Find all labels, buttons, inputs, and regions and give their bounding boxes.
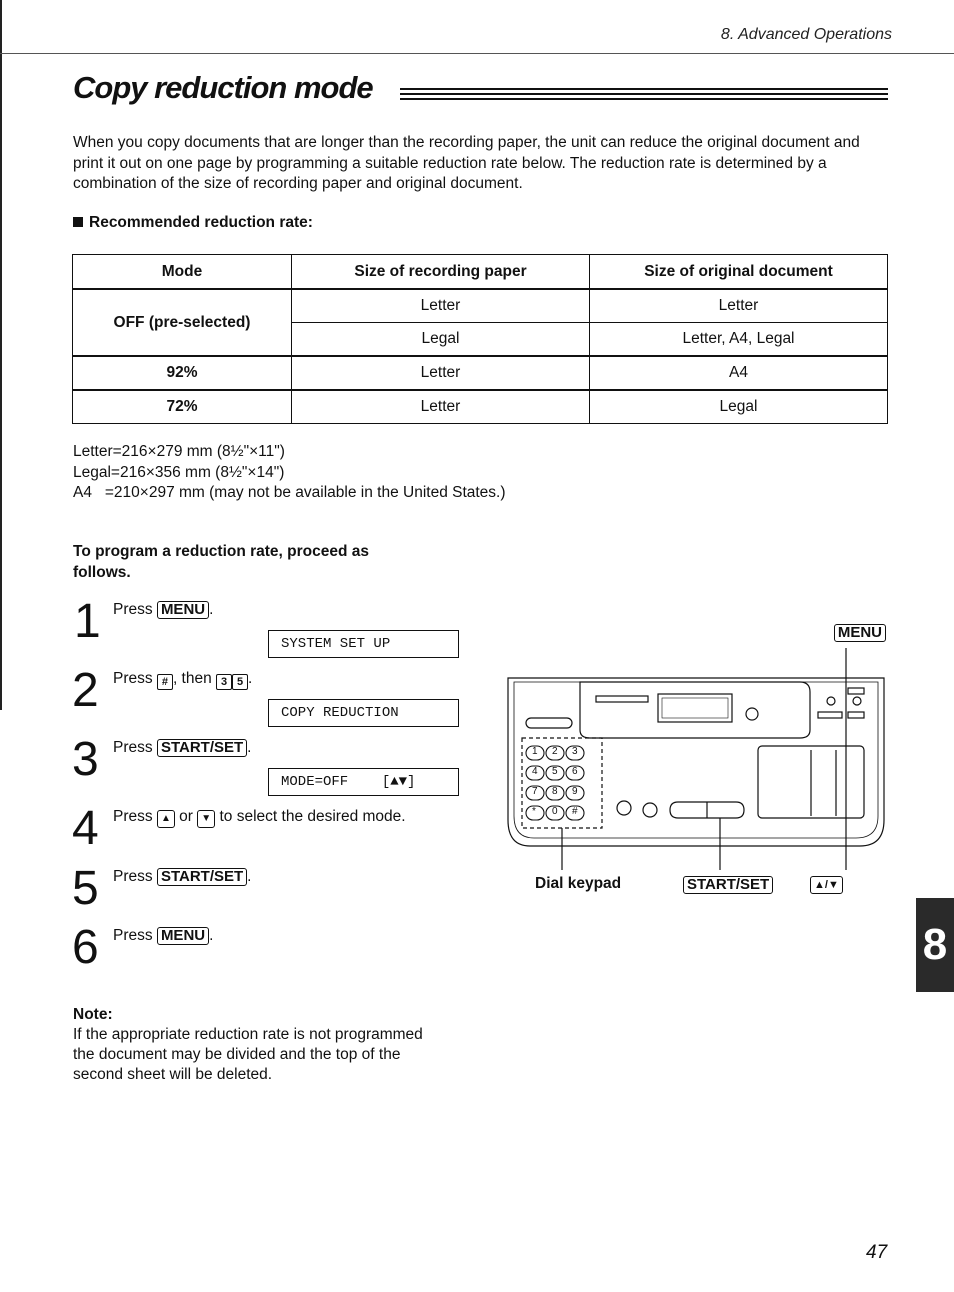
step-5-text: Press START/SET . xyxy=(113,868,252,885)
section-header: 8. Advanced Operations xyxy=(720,26,892,43)
table-cell-original: Letter xyxy=(590,289,888,323)
page-title: Copy reduction mode xyxy=(73,70,373,105)
keypad-key: 8 xyxy=(552,786,558,797)
header-recording-paper: Size of recording paper xyxy=(292,255,590,290)
diagram-up-down-label: ▲/▼ xyxy=(810,876,843,894)
table-cell-original: Legal xyxy=(590,390,888,424)
diagram-menu-label: MENU xyxy=(834,624,886,642)
step-press-label: Press xyxy=(113,927,153,944)
lcd-display: COPY REDUCTION xyxy=(268,699,459,727)
size-a4: A4 =210×297 mm (may not be available in the United States.) xyxy=(73,484,506,501)
table-cell-mode: OFF (pre-selected) xyxy=(73,289,292,356)
menu-key: MENU xyxy=(157,601,209,619)
table-cell-paper: Legal xyxy=(292,323,590,357)
size-letter: Letter=216×279 mm (8½"×11") xyxy=(73,443,285,460)
digit-5-key: 5 xyxy=(232,674,248,690)
stop-button xyxy=(643,803,657,817)
lcd-display: MODE=OFF [▲▼] xyxy=(268,768,459,796)
resolution-button xyxy=(827,697,835,705)
table-header-row xyxy=(73,255,888,290)
step-or-label: or xyxy=(179,808,193,825)
volume-button xyxy=(526,718,572,728)
fax-unit-diagram xyxy=(500,620,890,900)
keypad-key: 5 xyxy=(552,766,558,777)
step-press-label: Press xyxy=(113,601,153,618)
table-cell-paper: Letter xyxy=(292,390,590,424)
step-number: 2 xyxy=(72,664,99,717)
note-text: If the appropriate reduction rate is not programmed the document may be divided and the top of the second sheet will be deleted. xyxy=(73,1026,423,1083)
start-set-key: START/SET xyxy=(157,739,247,757)
keypad-key: * xyxy=(532,806,536,817)
header-mode: Mode xyxy=(73,255,292,290)
down-key: ▼ xyxy=(197,810,215,828)
fax-body-inner xyxy=(514,682,878,838)
table-row xyxy=(73,390,888,424)
table-cell-original: A4 xyxy=(590,356,888,390)
title-rule xyxy=(400,93,888,95)
lcd-display: SYSTEM SET UP xyxy=(268,630,459,658)
menu-key: MENU xyxy=(157,927,209,945)
keypad-key: 6 xyxy=(572,766,578,777)
keypad-key: 0 xyxy=(552,806,558,817)
chapter-tab: 8 xyxy=(916,898,954,992)
keypad-key: 1 xyxy=(532,746,538,757)
step-1-text: Press MENU . xyxy=(113,601,214,618)
intro-paragraph: When you copy documents that are longer than the recording paper, the unit can reduce the original document and print it out on one page by programming a suitable reduction rate below. The reduction rate is determined by a combination of the size of recording paper and original document. xyxy=(73,134,860,192)
header-original-document: Size of original document xyxy=(590,255,888,290)
procedure-heading: To program a reduction rate, proceed as follows. xyxy=(73,543,370,581)
table-cell-paper: Letter xyxy=(292,356,590,390)
bullet-square-icon xyxy=(73,217,83,227)
panel-strip xyxy=(596,696,648,702)
recommended-heading xyxy=(73,214,313,232)
keypad-key: 9 xyxy=(572,786,578,797)
table-cell-mode: 92% xyxy=(73,356,292,390)
keypad-key: # xyxy=(572,806,578,817)
start-set-key: START/SET xyxy=(157,868,247,886)
step-4-rest: to select the desired mode. xyxy=(219,808,406,825)
step-press-label: Press xyxy=(113,670,153,687)
table-row xyxy=(73,289,888,323)
control-panel xyxy=(580,682,810,738)
size-legal: Legal=216×356 mm (8½"×14") xyxy=(73,463,285,481)
page-number: 47 xyxy=(866,1242,888,1263)
reduction-rate-table xyxy=(72,254,888,424)
table-cell-original: Letter, A4, Legal xyxy=(590,323,888,357)
step-2-text: Press # , then 3 5 . xyxy=(113,670,253,688)
step-press-label: Press xyxy=(113,868,153,885)
keypad-key: 7 xyxy=(532,786,538,797)
table-cell-paper: Letter xyxy=(292,289,590,323)
hash-key: # xyxy=(157,674,173,690)
table-row xyxy=(73,356,888,390)
digit-3-key: 3 xyxy=(216,674,232,690)
note-heading: Note: xyxy=(73,1006,113,1023)
table-cell-mode: 72% xyxy=(73,390,292,424)
step-4-text xyxy=(113,808,406,828)
diagram-start-set-label: START/SET xyxy=(683,876,773,894)
up-key: ▲ xyxy=(157,810,175,828)
step-3-text: Press START/SET . xyxy=(113,739,252,756)
step-6-text: Press MENU . xyxy=(113,927,214,944)
keypad-key: 4 xyxy=(532,766,538,777)
title-rule xyxy=(400,98,888,100)
step-number: 4 xyxy=(72,802,99,855)
recommended-heading-text: Recommended reduction rate: xyxy=(89,214,313,231)
step-number: 5 xyxy=(72,862,99,915)
fax-unit-drawing xyxy=(500,620,890,900)
step-then-label: , then xyxy=(172,670,212,687)
header-rule xyxy=(0,53,954,54)
step-press-label: Press xyxy=(113,808,153,825)
step-press-label: Press xyxy=(113,739,153,756)
title-rule xyxy=(400,88,888,90)
step-number: 3 xyxy=(72,733,99,786)
left-margin-rule xyxy=(0,0,2,710)
step-number: 6 xyxy=(72,921,99,974)
dial-keypad-label: Dial keypad xyxy=(535,875,622,892)
step-number: 1 xyxy=(74,595,101,648)
paper-sizes xyxy=(73,442,506,504)
keypad-key: 3 xyxy=(572,746,578,757)
lcd-inner xyxy=(662,698,728,718)
keypad-key: 2 xyxy=(552,746,558,757)
